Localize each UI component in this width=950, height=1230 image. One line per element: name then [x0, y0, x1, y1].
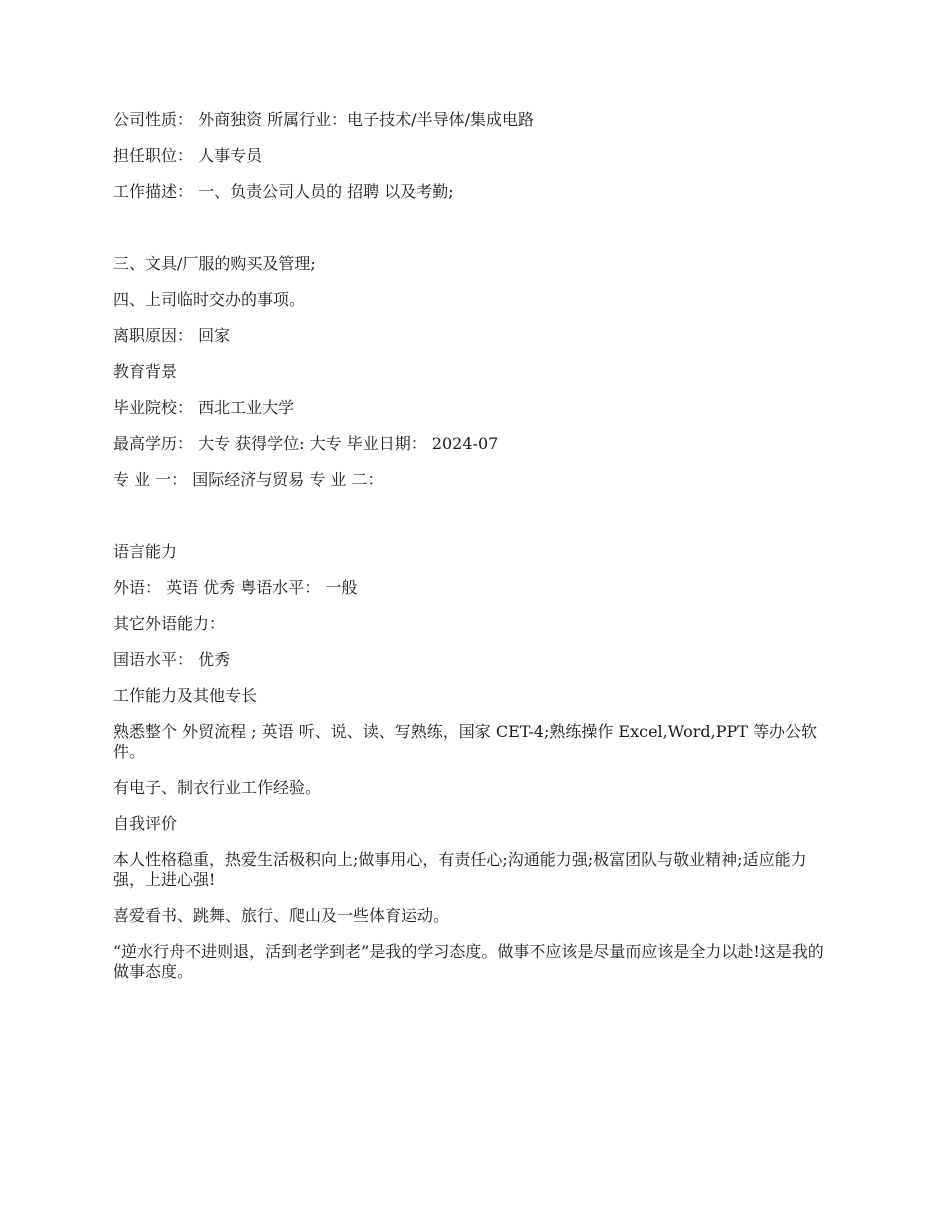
- duty-four-line: 四、上司临时交办的事项。: [113, 290, 306, 309]
- position-line: 担任职位： 人事专员: [113, 146, 263, 165]
- skills-line: 熟悉整个 外贸流程 ; 英语 听、说、读、写熟练，国家 CET-4;熟练操作 Excel,Word,PPT 等办公软件。: [113, 722, 818, 761]
- company-nature-line: 公司性质： 外商独资 所属行业：电子技术/半导体/集成电路: [113, 110, 534, 129]
- personality-line: 本人性格稳重，热爱生活极积向上;做事用心，有责任心;沟通能力强;极富团队与敬业精神;适应能力强，上进心强!: [113, 850, 807, 889]
- foreign-language-line: 外语： 英语 优秀 粤语水平： 一般: [113, 578, 358, 597]
- major-line: 专 业 一： 国际经济与贸易 专 业 二：: [113, 470, 384, 489]
- language-heading: 语言能力: [113, 542, 178, 561]
- other-language-line: 其它外语能力：: [113, 614, 226, 633]
- experience-line: 有电子、制衣行业工作经验。: [113, 778, 322, 797]
- resume-page: [113, 110, 838, 998]
- spacer: [113, 506, 838, 542]
- self-evaluation-heading: 自我评价: [113, 814, 178, 833]
- spacer: [113, 218, 838, 254]
- job-description-line: 工作描述： 一、负责公司人员的 招聘 以及考勤;: [113, 182, 454, 201]
- attitude-line: “逆水行舟不进则退，活到老学到老”是我的学习态度。做事不应该是尽量而应该是全力以赴!这是我的做事态度。: [113, 942, 824, 981]
- duty-three-line: 三、文具/厂服的购买及管理;: [113, 254, 316, 273]
- school-line: 毕业院校： 西北工业大学: [113, 398, 295, 417]
- hobbies-line: 喜爱看书、跳舞、旅行、爬山及一些体育运动。: [113, 906, 450, 925]
- mandarin-line: 国语水平： 优秀: [113, 650, 231, 669]
- degree-line: 最高学历： 大专 获得学位: 大专 毕业日期： 2024-07: [113, 434, 499, 453]
- leave-reason-line: 离职原因： 回家: [113, 326, 231, 345]
- skills-heading: 工作能力及其他专长: [113, 686, 258, 705]
- education-heading: 教育背景: [113, 362, 178, 381]
